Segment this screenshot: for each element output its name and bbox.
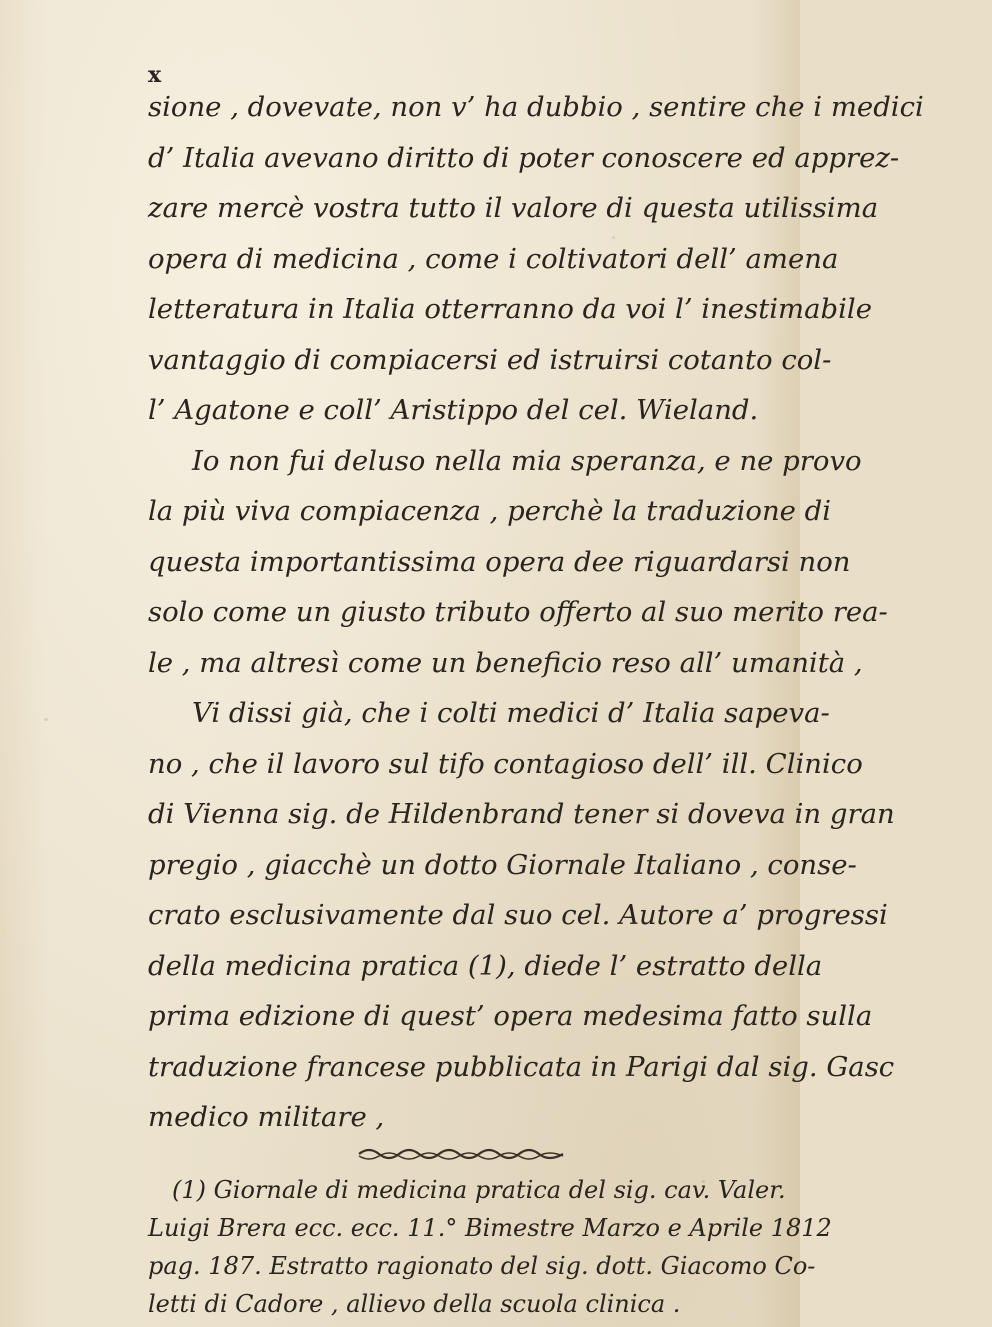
footnote-line-3: pag. 187. Estratto ragionato del sig. dott. Giacomo Co- [148, 1252, 816, 1280]
footnote-line-1: (1) Giornale di medicina pratica del sig. cav. Valer. [172, 1176, 786, 1204]
body-line-15: di Vienna sig. de Hildenbrand tener si doveva in gran [148, 798, 895, 830]
body-line-19: prima edizione di quest’ opera medesima fatto sulla [148, 1000, 873, 1032]
footnote-line-4: letti di Cadore , allievo della scuola clinica . [148, 1290, 681, 1318]
body-line-18: della medicina pratica (1), diede l’ estratto della [148, 949, 823, 982]
body-line-1: sione , dovevate, non v’ ha dubbio , sentire che i medici [148, 91, 924, 123]
body-line-4: opera di medicina , come i coltivatori dell’ amena [148, 242, 839, 275]
body-line-3: zare mercè vostra tutto il valore di questa utilissima [148, 192, 879, 224]
body-line-8: Io non fui deluso nella mia speranza, e ne provo [192, 444, 862, 477]
body-line-21: medico militare , [148, 1101, 385, 1133]
signature-mark: x [148, 62, 162, 88]
body-line-13: Vi dissi già, che i colti medici d’ Italia sapeva- [192, 697, 830, 729]
body-line-10: questa importantissima opera dee riguardarsi non [148, 545, 851, 578]
body-line-5: letteratura in Italia otterranno da voi l’ inestimabile [148, 293, 872, 325]
footnote-line-2: Luigi Brera ecc. ecc. 11.° Bimestre Marzo e Aprile 1812 [148, 1214, 832, 1242]
body-line-2: d’ Italia avevano diritto di poter conoscere ed apprez- [148, 141, 900, 174]
body-line-9: la più viva compiacenza , perchè la traduzione di [148, 495, 832, 527]
body-line-7: l’ Agatone e coll’ Aristippo del cel. Wieland. [148, 394, 759, 426]
body-line-17: crato esclusivamente dal suo cel. Autore a’ progressi [148, 899, 888, 931]
body-line-14: no , che il lavoro sul tifo contagioso dell’ ill. Clinico [148, 747, 863, 780]
body-line-6: vantaggio di compiacersi ed istruirsi cotanto col- [148, 343, 832, 376]
body-line-20: traduzione francese pubblicata in Parigi dal sig. Gasc [148, 1050, 895, 1083]
body-line-12: le , ma altresì come un beneficio reso all’ umanità , [148, 646, 863, 679]
body-line-11: solo come un giusto tributo offerto al suo merito rea- [148, 596, 888, 628]
body-line-16: pregio , giacchè un dotto Giornale Italiano , conse- [148, 848, 857, 881]
paper-speck [612, 236, 615, 239]
section-ornament [357, 1146, 567, 1162]
